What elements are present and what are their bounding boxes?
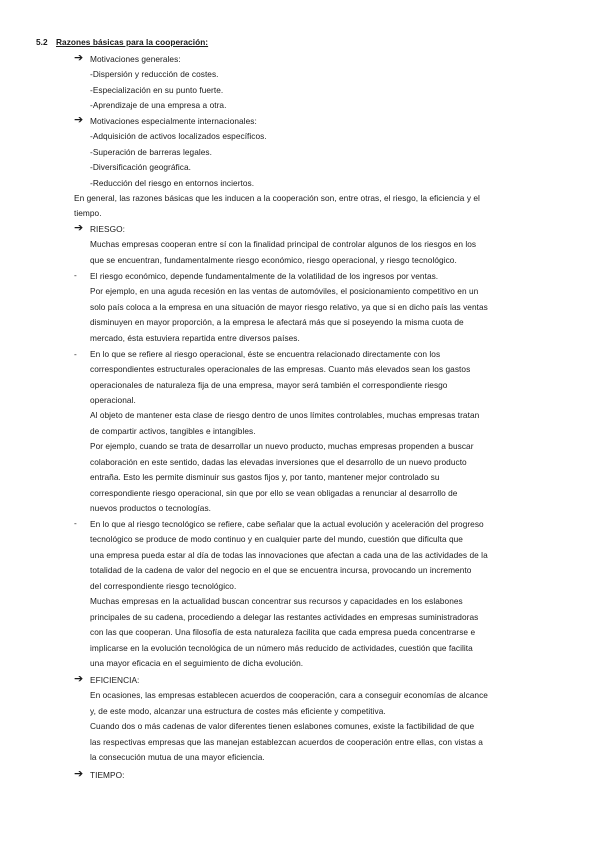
section-number: 5.2 xyxy=(36,37,48,47)
text-line: Al objeto de mantener esta clase de riesgo dentro de unos límites controlables, muchas empresas tratan xyxy=(90,410,480,420)
text-line: Muchas empresas en la actualidad buscan concentrar sus recursos y capacidades en los eslabones xyxy=(90,596,463,606)
text-line: del correspondiente riesgo tecnológico. xyxy=(90,581,237,591)
text-line: -Especialización en su punto fuerte. xyxy=(90,85,224,95)
text-line: En ocasiones, las empresas establecen acuerdos de cooperación, cara a conseguir economías de alcance xyxy=(90,690,488,700)
text-line: y, de este modo, alcanzar una estructura de costes más eficiente y competitiva. xyxy=(90,706,386,716)
text-line: tiempo. xyxy=(74,208,102,218)
text-line: mercado, ésta estuviera repartida entre diversos países. xyxy=(90,333,300,343)
text-line: -Reducción del riesgo en entornos inciertos. xyxy=(90,178,255,188)
text-line: disminuyen en mayor proporción, a la empresa le afectará más que si poseyendo la misma cuota de xyxy=(90,317,464,327)
text-line: una mayor eficacia en el seguimiento de dicha evolución. xyxy=(90,658,304,668)
text-line: totalidad de la cadena de valor del negocio en el que se encuentra incursa, provocando un incremento xyxy=(90,565,472,575)
arrow-bullet-icon: ➔ xyxy=(74,673,84,685)
arrow-bullet-icon: ➔ xyxy=(74,222,84,234)
text-line: -Diversificación geográfica. xyxy=(90,162,192,172)
text-line: que se encuentran, fundamentalmente riesgo económico, riesgo operacional, y riesgo tecnológico. xyxy=(90,255,457,265)
text-line: la consecución mutua de una mayor eficiencia. xyxy=(90,752,265,762)
section-heading xyxy=(36,37,208,48)
text-line: las respectivas empresas que las manejan establezcan acuerdos de cooperación entre ellas, con vistas a xyxy=(90,737,483,747)
text-line: En lo que se refiere al riesgo operacional, éste se encuentra relacionado directamente con los xyxy=(90,349,441,359)
text-line: entraña. Esto les permite disminuir sus gastos fijos y, por tanto, mantener mejor controlado su xyxy=(90,472,440,482)
text-line: principales de su cadena, procediendo a delegar las restantes actividades en empresas suministradoras xyxy=(90,612,479,622)
text-line: solo país coloca a la empresa en una situación de mayor riesgo relativo, ya que si en dicho país las ventas xyxy=(90,302,488,312)
dash-bullet: - xyxy=(74,518,77,528)
text-line: Motivaciones generales: xyxy=(90,54,181,64)
section-title: Razones básicas para la cooperación: xyxy=(56,37,209,47)
text-line: -Aprendizaje de una empresa a otra. xyxy=(90,100,227,110)
text-line: implicarse en la evolución tecnológica de un número más reducido de actividades, cuestión que facilita xyxy=(90,643,473,653)
text-line: En lo que al riesgo tecnológico se refiere, cabe señalar que la actual evolución y aceleración del progreso xyxy=(90,519,484,529)
text-line: operacional. xyxy=(90,395,136,405)
text-line: con las que cooperan. Una filosofía de esta naturaleza facilita que cada empresa pueda concentrarse e xyxy=(90,627,476,637)
subheading-tiempo: TIEMPO: xyxy=(90,770,125,780)
text-line: operacionales de naturaleza fija de una empresa, mayor será también el correspondiente riesgo xyxy=(90,380,448,390)
arrow-bullet-icon: ➔ xyxy=(74,52,84,64)
subheading-eficiencia: EFICIENCIA: xyxy=(90,675,140,685)
text-line: nuevos productos o tecnologías. xyxy=(90,503,212,513)
text-line: Cuando dos o más cadenas de valor diferentes tienen eslabones comunes, existe la factibilidad de que xyxy=(90,721,475,731)
text-line: una empresa pueda estar al día de todas las innovaciones que afectan a cada una de las actividades de la xyxy=(90,550,488,560)
text-line: colaboración en este sentido, dadas las elevadas inversiones que el desarrollo de un nuevo producto xyxy=(90,457,467,467)
text-line: Motivaciones especialmente internacionales: xyxy=(90,116,257,126)
text-line: -Superación de barreras legales. xyxy=(90,147,212,157)
text-line: Por ejemplo, cuando se trata de desarrollar un nuevo producto, muchas empresas propenden a buscar xyxy=(90,441,474,451)
arrow-bullet-icon: ➔ xyxy=(74,768,84,780)
text-line: En general, las razones básicas que les inducen a la cooperación son, entre otras, el riesgo, la eficiencia y el xyxy=(74,193,480,203)
text-line: Por ejemplo, en una aguda recesión en las ventas de automóviles, el posicionamiento competitivo en un xyxy=(90,286,479,296)
text-line: correspondientes estructurales operacionales de las empresas. Cuanto más elevados sean los gastos xyxy=(90,364,471,374)
subheading-riesgo: RIESGO: xyxy=(90,224,125,234)
text-line: -Adquisición de activos localizados específicos. xyxy=(90,131,267,141)
text-line: -Dispersión y reducción de costes. xyxy=(90,69,219,79)
arrow-bullet-icon: ➔ xyxy=(74,114,84,126)
text-line: El riesgo económico, depende fundamentalmente de la volatilidad de los ingresos por ventas. xyxy=(90,271,439,281)
dash-bullet: - xyxy=(74,270,77,280)
text-line: de compartir activos, tangibles e intangibles. xyxy=(90,426,256,436)
dash-bullet: - xyxy=(74,349,77,359)
text-line: correspondiente riesgo operacional, sin que por ello se vean obligadas a renunciar al desarrollo de xyxy=(90,488,458,498)
text-line: tecnológico se produce de modo continuo y en cualquier parte del mundo, cuestión que dificulta que xyxy=(90,534,463,544)
text-line: Muchas empresas cooperan entre sí con la finalidad principal de controlar algunos de los riesgos en los xyxy=(90,239,477,249)
